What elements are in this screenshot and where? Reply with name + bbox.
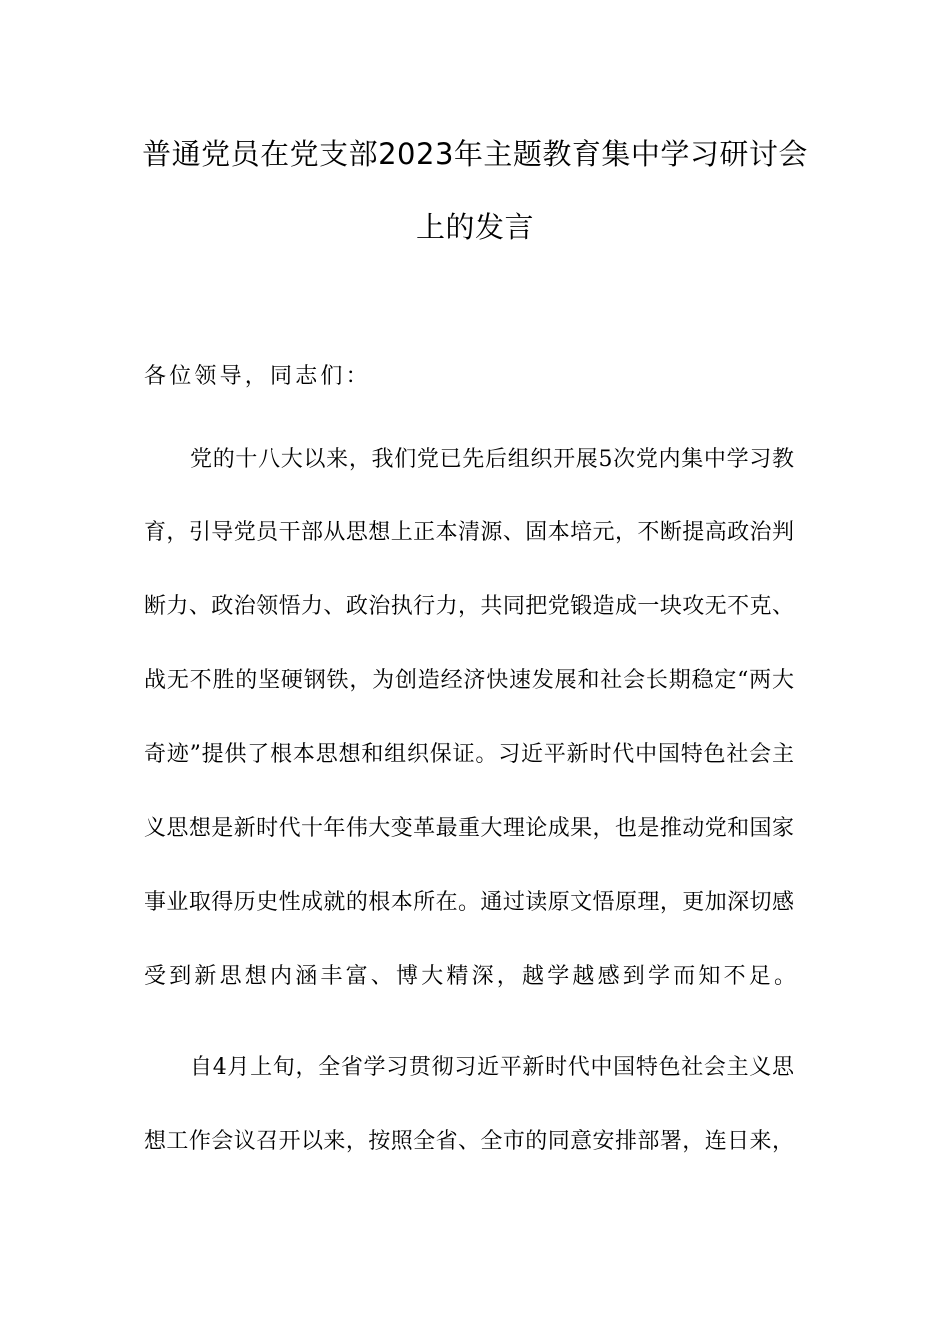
salutation: 各位领导，同志们： xyxy=(144,364,371,389)
paragraph-1-line-7: 事业取得历史性成就的根本所在。通过读原文悟原理，更加深切感 xyxy=(144,890,794,915)
paragraph-2-line-2: 想工作会议召开以来，按照全省、全市的同意安排部署，连日来， xyxy=(144,1129,794,1154)
paragraph-1-line-3: 断力、政治领悟力、政治执行力，共同把党锻造成一块攻无不克、 xyxy=(144,594,794,619)
paragraph-1-line-5: 奇迹”提供了根本思想和组织保证。习近平新时代中国特色社会主 xyxy=(144,742,794,767)
paragraph-2-line-1: 自4月上旬，全省学习贯彻习近平新时代中国特色社会主义思 xyxy=(190,1055,794,1080)
document-title-line-1: 普通党员在党支部2023年主题教育集中学习研讨会 xyxy=(142,137,808,171)
paragraph-1-line-2: 育，引导党员干部从思想上正本清源、固本培元，不断提高政治判 xyxy=(144,520,794,545)
paragraph-1-line-1: 党的十八大以来，我们党已先后组织开展5次党内集中学习教 xyxy=(190,447,794,472)
paragraph-1-line-8: 受到新思想内涵丰富、博大精深，越学越感到学而知不足。 xyxy=(144,964,800,989)
paragraph-1-line-6: 义思想是新时代十年伟大变革最重大理论成果，也是推动党和国家 xyxy=(144,816,794,841)
document-title-line-2: 上的发言 xyxy=(415,210,534,244)
paragraph-1-line-4: 战无不胜的坚硬钢铁，为创造经济快速发展和社会长期稳定“两大 xyxy=(144,668,794,693)
